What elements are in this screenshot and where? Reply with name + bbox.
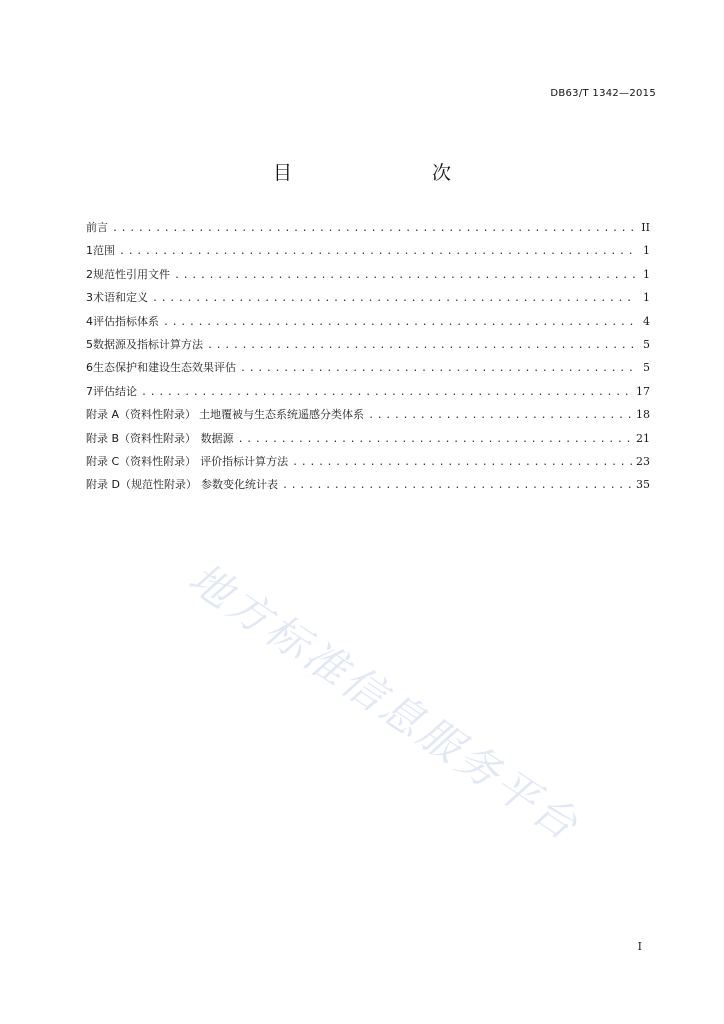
toc-entry-label: 范围 [93,244,116,258]
toc-entry-3[interactable] [86,286,650,309]
toc-entry-label: 生态保护和建设生态效果评估 [93,361,236,375]
toc-dot-leader [141,381,632,404]
toc-dot-leader [368,404,632,427]
toc-entry-subtitle: 评价指标计算方法 [200,454,289,468]
toc-entry-number: 6 [86,361,93,375]
watermark: 地方标准信息服务平台 [180,553,589,852]
toc-dot-leader [112,217,636,240]
toc-entry-subtitle: 数据源 [200,431,234,445]
toc-entry-page: 1 [643,291,650,305]
toc-entry-number: 7 [86,384,93,398]
table-of-contents [86,216,650,497]
toc-entry-page: 4 [643,314,650,328]
standard-code: DB63/T 1342—2015 [550,88,656,99]
toc-entry-subtitle: 参数变化统计表 [200,478,278,492]
toc-dot-leader [238,428,632,451]
toc-entry-number: 2 [86,267,93,281]
toc-dot-leader [119,240,636,263]
toc-entry-page: 18 [636,408,650,422]
toc-dot-leader [174,264,636,287]
toc-entry-number: 5 [86,337,93,351]
toc-entry-5[interactable] [86,333,650,356]
toc-entry-4[interactable] [86,310,650,333]
toc-entry-page: 21 [636,431,650,445]
toc-entry-6[interactable] [86,356,650,379]
toc-dot-leader [207,334,636,357]
toc-entry-page: 17 [636,384,650,398]
toc-entry-1[interactable] [86,239,650,262]
toc-entry-page: 1 [643,244,650,258]
page-number: I [637,940,642,953]
toc-entry-label: 数据源及指标计算方法 [93,337,203,351]
toc-entry-label: 附录 D（规范性附录） [86,478,197,492]
toc-dot-leader [292,451,632,474]
toc-entry-page: 23 [636,454,650,468]
toc-entry-label: 术语和定义 [93,291,148,305]
toc-entry-label: 附录 C（资料性附录） [86,454,197,468]
toc-entry-foreword[interactable] [86,216,650,239]
toc-entry-label: 评估指标体系 [93,314,159,328]
toc-entry-page: 1 [643,267,650,281]
toc-entry-number: 3 [86,291,93,305]
toc-entry-label: 规范性引用文件 [93,267,170,281]
toc-entry-label: 附录 A（资料性附录） [86,408,197,422]
toc-entry-label: 前言 [86,221,108,234]
toc-entry-page: 5 [643,337,650,351]
toc-entry-7[interactable] [86,380,650,403]
toc-entry-page: II [641,221,650,234]
toc-entry-appendix-c[interactable] [86,450,650,473]
toc-entry-label: 评估结论 [93,384,137,398]
toc-title: 目 次 [272,162,485,184]
toc-entry-page: 5 [643,361,650,375]
toc-entry-number: 1 [86,244,93,258]
toc-dot-leader [282,474,632,497]
toc-dot-leader [163,311,636,334]
toc-entry-appendix-b[interactable] [86,427,650,450]
toc-entry-subtitle: 土地覆被与生态系统遥感分类体系 [199,408,365,422]
toc-entry-page: 35 [636,478,650,492]
toc-entry-label: 附录 B（资料性附录） [86,431,197,445]
toc-entry-number: 4 [86,314,93,328]
toc-dot-leader [240,357,636,380]
toc-entry-appendix-a[interactable] [86,403,650,426]
toc-entry-2[interactable] [86,263,650,286]
toc-dot-leader [152,287,636,310]
toc-entry-appendix-d[interactable] [86,473,650,496]
